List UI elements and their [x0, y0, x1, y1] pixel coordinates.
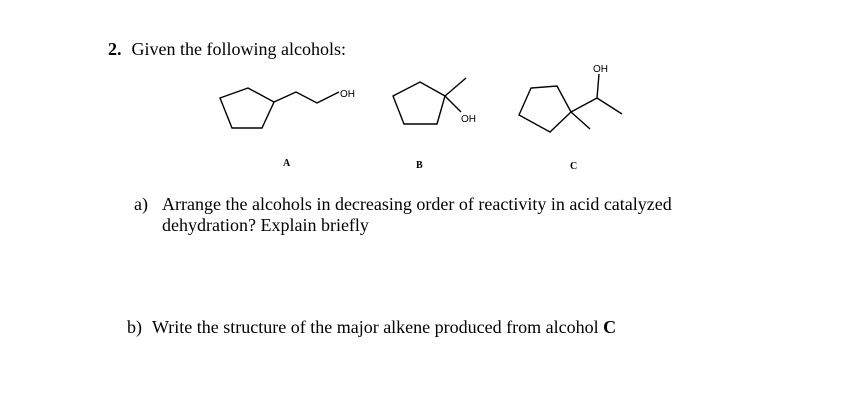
methyl-bond-b — [445, 78, 466, 96]
oh-bond-b — [445, 96, 461, 112]
part-a-line-1: Arrange the alcohols in decreasing order of reactivity in acid catalyzed — [162, 194, 672, 214]
side-chain-c — [571, 112, 590, 129]
structure-label-b: B — [416, 160, 423, 171]
part-b — [127, 316, 616, 338]
part-b-letter: b) — [127, 317, 142, 337]
part-a-line-2: dehydration? Explain briefly — [162, 215, 369, 235]
cyclopentane-ring-b — [393, 82, 445, 124]
structure-label-a: A — [283, 158, 291, 169]
side-chain-a — [274, 92, 339, 103]
part-a — [134, 194, 722, 236]
part-b-emphasis: C — [603, 317, 617, 337]
structure-b-bonds — [393, 78, 466, 124]
structure-label-c: C — [570, 161, 578, 172]
oh-label-b: OH — [461, 114, 476, 125]
cyclopentane-ring-a — [220, 88, 274, 128]
cyclopentane-ring-c — [519, 86, 571, 132]
part-b-text: Write the structure of the major alkene produced from alcohol — [152, 317, 604, 337]
oh-label-a: OH — [340, 89, 355, 100]
question-number: 2. — [108, 39, 122, 59]
part-a-text — [162, 194, 722, 236]
carbinol-bond-c — [571, 98, 597, 112]
oh-label-c: OH — [593, 64, 608, 75]
structure-a-bonds — [220, 88, 339, 128]
structure-c-bonds — [519, 74, 622, 132]
methyl-bond-c — [597, 98, 622, 114]
part-a-letter: a) — [134, 194, 148, 214]
oh-bond-c — [597, 74, 599, 98]
question-prompt: Given the following alcohols: — [131, 39, 346, 59]
